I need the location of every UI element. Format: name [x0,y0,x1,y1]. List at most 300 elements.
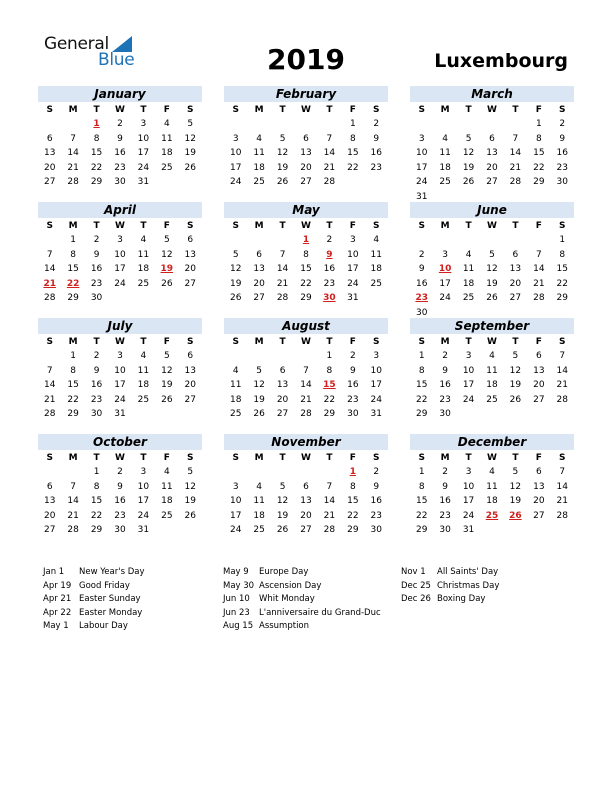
day-cell: 26 [161,394,173,405]
day-cell: 24 [415,177,428,187]
day-cell: 16 [90,380,103,390]
day-cell: 11 [253,148,265,158]
day-cell: 29 [67,293,79,303]
day-cell: 22 [415,510,428,521]
day-cell: 21 [556,380,568,390]
day-cell: 24 [347,278,359,289]
day-cell: 27 [300,177,312,187]
weekday-header: F [163,105,170,115]
empty-day-cell [410,233,433,248]
holiday-name: New Year's Day [79,567,145,577]
month-title: September [410,318,574,334]
day-cell: 19 [462,162,475,173]
holiday-entry [223,607,398,621]
day-cell: 27 [509,293,522,303]
day-cell: 27 [300,525,312,535]
day-cell: 16 [347,380,359,390]
holiday-entry [223,566,398,580]
empty-day-cell [480,117,503,132]
day-cell: 18 [253,162,265,173]
month-september [410,318,574,422]
day-cell: 13 [300,148,312,158]
empty-day-cell [433,117,456,132]
weekday-header: F [349,221,356,231]
day-cell: 11 [253,496,265,506]
weekday-header: S [46,221,53,231]
day-cell: 2 [442,467,448,477]
weekday-header: T [465,105,472,115]
empty-day-cell [38,117,61,132]
day-cell: 22 [90,162,103,173]
weekday-header: M [68,337,78,347]
day-cell: 10 [229,496,242,506]
day-cell: 30 [114,177,126,187]
day-cell: 11 [486,481,498,492]
day-cell: 27 [533,510,545,521]
day-cell: 6 [512,249,519,260]
holiday-entry [43,580,218,594]
day-cell: 5 [465,133,472,144]
day-cell: 22 [415,394,428,405]
holiday-name: Boxing Day [437,594,486,604]
weekday-header: S [559,221,566,231]
day-cell: 7 [559,351,566,361]
day-cell: 13 [253,264,265,274]
day-cell: 18 [439,162,451,173]
day-cell: 21 [323,510,336,521]
day-cell: 9 [559,133,566,144]
day-cell: 23 [347,394,359,405]
weekday-header: M [440,105,450,115]
day-cell: 3 [140,119,147,129]
day-cell: 16 [439,380,451,390]
weekday-header: S [187,221,194,231]
empty-day-cell [294,349,317,364]
day-cell: 28 [43,293,56,303]
holiday-date: Apr 19 [43,580,72,591]
weekday-header: M [254,337,264,347]
day-cell: 5 [232,249,239,260]
holiday-entry [223,593,398,607]
day-cell: 18 [161,148,173,158]
day-cell: 28 [533,293,545,303]
day-cell: 8 [70,249,76,260]
empty-day-cell [504,117,527,132]
day-cell: 12 [462,148,475,158]
weekday-header: S [373,453,380,463]
day-cell: 2 [559,119,566,129]
weekday-header: M [440,337,450,347]
day-cell: 27 [43,177,56,187]
holiday-day-cell: 22 [66,278,80,289]
weekday-header-row [38,451,202,465]
empty-day-cell [247,465,270,480]
holiday-name: Easter Monday [79,607,143,618]
day-cell: 9 [349,365,356,376]
day-cell: 5 [279,481,286,492]
day-cell: 3 [465,467,472,477]
month-october [38,434,202,538]
weekday-header: S [187,105,194,115]
weekday-header: W [301,221,311,231]
day-cell: 18 [486,380,498,390]
weekday-header: W [301,337,311,347]
weekday-header: T [512,105,519,115]
day-cell: 5 [489,249,495,260]
day-cell: 20 [276,394,289,405]
day-cell: 1 [418,467,425,477]
empty-day-cell [224,349,247,364]
weekday-header: T [279,453,286,463]
day-cell: 4 [256,481,262,492]
day-cell: 11 [462,264,475,274]
day-cell: 18 [137,264,150,274]
day-cell: 14 [323,496,336,506]
day-cell: 25 [486,394,498,405]
day-cell: 21 [67,162,79,173]
weekday-header: F [163,453,170,463]
weekday-header: F [163,221,170,231]
day-cell: 29 [323,409,336,419]
weekday-header: S [559,105,566,115]
day-cell: 17 [347,264,359,274]
empty-day-cell [247,233,270,248]
day-cell: 18 [137,380,150,390]
empty-day-cell [457,233,480,248]
day-grid [410,117,574,204]
day-cell: 17 [370,380,382,390]
holiday-entry [401,580,576,594]
day-cell: 14 [556,481,568,492]
weekday-header: T [512,221,519,231]
day-cell: 2 [93,235,100,245]
day-cell: 25 [253,177,265,187]
day-cell: 27 [276,409,289,419]
day-grid [224,117,388,190]
day-cell: 17 [462,496,475,506]
day-cell: 22 [90,510,103,521]
day-cell: 25 [462,293,475,303]
day-cell: 4 [465,249,472,260]
empty-day-cell [318,117,341,132]
month-title: January [38,86,202,102]
weekday-header-row [224,219,388,233]
year-title: 2019 [267,43,345,76]
day-cell: 29 [90,177,103,187]
day-cell: 11 [370,249,382,260]
day-cell: 24 [439,293,451,303]
empty-day-cell [224,465,247,480]
day-cell: 6 [46,133,53,144]
day-cell: 25 [229,409,242,419]
day-cell: 17 [114,264,126,274]
month-july [38,318,202,422]
day-cell: 23 [439,510,451,521]
day-cell: 24 [114,394,126,405]
day-cell: 13 [43,496,56,506]
day-cell: 8 [349,133,356,144]
empty-day-cell [271,349,294,364]
day-cell: 7 [326,133,333,144]
day-cell: 5 [163,351,170,361]
day-cell: 10 [229,148,242,158]
day-cell: 8 [93,133,100,144]
day-cell: 29 [90,525,103,535]
day-cell: 1 [349,119,356,129]
day-cell: 9 [93,249,100,260]
day-cell: 22 [556,278,568,289]
day-cell: 22 [300,278,312,289]
weekday-header: T [512,337,519,347]
day-cell: 28 [67,177,79,187]
day-cell: 11 [439,148,451,158]
day-cell: 18 [370,264,382,274]
holiday-date: May 9 [223,567,249,577]
holiday-column [223,566,398,634]
day-cell: 20 [533,496,545,506]
day-cell: 11 [229,380,242,390]
day-cell: 30 [415,307,428,318]
day-cell: 13 [184,365,196,376]
day-cell: 10 [137,481,150,492]
weekday-header: S [46,453,53,463]
day-cell: 30 [114,525,126,535]
day-cell: 10 [347,249,359,260]
day-cell: 12 [161,365,173,376]
day-cell: 23 [370,510,382,521]
day-cell: 19 [253,394,265,405]
day-cell: 14 [509,148,522,158]
day-cell: 7 [303,365,309,376]
day-cell: 2 [418,249,425,260]
day-cell: 29 [347,525,359,535]
month-june [410,202,574,320]
day-cell: 9 [442,365,448,376]
day-cell: 15 [347,148,359,158]
day-cell: 6 [535,351,542,361]
month-january [38,86,202,190]
day-cell: 12 [486,264,498,274]
day-cell: 10 [370,365,382,376]
weekday-header: F [349,337,356,347]
day-cell: 24 [137,510,150,521]
day-cell: 15 [415,380,428,390]
month-title: April [38,202,202,218]
day-cell: 31 [347,293,359,303]
day-cell: 30 [439,409,451,419]
day-cell: 4 [232,365,239,376]
day-cell: 28 [323,177,336,187]
day-cell: 11 [486,365,498,376]
day-cell: 22 [347,162,359,173]
holiday-name: Easter Sunday [79,594,141,604]
day-cell: 13 [276,380,289,390]
day-cell: 24 [229,177,242,187]
day-cell: 23 [323,278,336,289]
weekday-header: T [140,337,147,347]
day-cell: 21 [533,278,545,289]
day-cell: 23 [439,394,451,405]
day-cell: 26 [229,293,242,303]
weekday-header-row [410,451,574,465]
holiday-entry [43,566,218,580]
day-cell: 11 [161,133,173,144]
weekday-header: T [140,105,147,115]
day-cell: 1 [93,467,100,477]
month-april [38,202,202,306]
day-cell: 17 [137,148,150,158]
empty-day-cell [294,465,317,480]
holiday-day-cell: 25 [485,510,499,521]
weekday-header: W [487,105,497,115]
day-cell: 20 [300,162,312,173]
month-title: October [38,434,202,450]
holiday-date: Jun 23 [223,607,250,618]
day-cell: 4 [256,133,262,144]
holiday-name: Ascension Day [259,580,322,591]
day-cell: 27 [184,278,196,289]
day-cell: 19 [184,496,196,506]
weekday-header: S [373,105,380,115]
day-cell: 15 [556,264,568,274]
day-cell: 5 [512,467,519,477]
day-cell: 4 [140,351,147,361]
day-cell: 14 [43,264,56,274]
day-cell: 14 [67,496,79,506]
day-cell: 24 [462,394,475,405]
weekday-header-row [38,219,202,233]
day-cell: 4 [489,467,495,477]
weekday-header: S [187,453,194,463]
weekday-header: F [163,337,170,347]
day-cell: 18 [486,496,498,506]
day-cell: 1 [70,351,76,361]
holiday-entry [401,593,576,607]
day-cell: 1 [535,119,542,129]
day-cell: 4 [442,133,448,144]
day-cell: 17 [415,162,428,173]
day-cell: 7 [279,249,286,260]
day-cell: 31 [370,409,382,419]
day-cell: 4 [373,235,380,245]
day-cell: 8 [535,133,542,144]
day-cell: 9 [418,264,425,274]
day-cell: 26 [253,409,265,419]
day-cell: 27 [486,177,498,187]
day-cell: 7 [46,365,53,376]
day-cell: 16 [370,148,382,158]
day-cell: 12 [253,380,265,390]
holiday-name: Christmas Day [437,580,500,591]
day-cell: 3 [117,235,123,245]
day-cell: 9 [117,133,123,144]
day-cell: 13 [486,148,498,158]
day-cell: 12 [184,481,196,492]
weekday-header: S [373,221,380,231]
day-cell: 21 [67,510,79,521]
day-cell: 10 [415,148,428,158]
day-cell: 4 [163,119,170,129]
holiday-date: Apr 21 [43,594,72,604]
holiday-entry [401,566,576,580]
empty-day-cell [410,117,433,132]
day-cell: 29 [556,293,568,303]
day-cell: 14 [533,264,545,274]
day-cell: 15 [533,148,545,158]
empty-day-cell [38,349,61,364]
day-cell: 2 [117,467,123,477]
day-cell: 22 [67,394,79,405]
day-cell: 7 [326,481,333,492]
holiday-date: May 1 [43,621,69,631]
day-cell: 19 [229,278,242,289]
holiday-name: Europe Day [259,567,309,577]
day-cell: 29 [300,293,312,303]
day-cell: 11 [161,481,173,492]
weekday-header: S [232,221,239,231]
weekday-header: S [418,453,425,463]
day-cell: 6 [303,481,309,492]
day-cell: 6 [46,481,53,492]
month-august [224,318,388,422]
day-cell: 21 [276,278,289,289]
day-grid [224,465,388,538]
day-cell: 2 [373,119,380,129]
day-cell: 22 [323,394,336,405]
day-cell: 31 [137,177,150,187]
weekday-header: S [559,337,566,347]
holiday-date: Jun 10 [223,594,250,604]
day-cell: 12 [161,249,173,260]
day-grid [224,233,388,306]
day-cell: 31 [462,525,475,535]
holiday-day-cell: 30 [323,293,336,303]
day-cell: 25 [253,525,265,535]
day-cell: 15 [90,148,103,158]
day-cell: 21 [509,162,522,173]
weekday-header: M [440,453,450,463]
weekday-header: M [254,221,264,231]
day-cell: 18 [462,278,475,289]
day-cell: 14 [276,264,289,274]
holiday-name: All Saints' Day [437,567,499,577]
day-cell: 15 [67,264,79,274]
day-cell: 6 [489,133,495,144]
day-cell: 20 [300,510,312,521]
holiday-column [401,566,576,607]
day-cell: 24 [229,525,242,535]
day-cell: 23 [90,278,103,289]
weekday-header: S [373,337,380,347]
day-cell: 2 [93,351,100,361]
day-cell: 10 [137,133,150,144]
weekday-header: F [349,105,356,115]
day-cell: 16 [556,148,568,158]
day-cell: 26 [462,177,475,187]
weekday-header-row [410,335,574,349]
day-cell: 23 [114,510,126,521]
weekday-header-row [410,103,574,117]
day-cell: 17 [229,162,242,173]
weekday-header: M [440,221,450,231]
day-cell: 25 [161,510,173,521]
weekday-header: S [46,337,53,347]
empty-day-cell [247,117,270,132]
weekday-header: W [301,105,311,115]
day-cell: 29 [415,409,428,419]
weekday-header: T [465,337,472,347]
weekday-header: F [349,453,356,463]
